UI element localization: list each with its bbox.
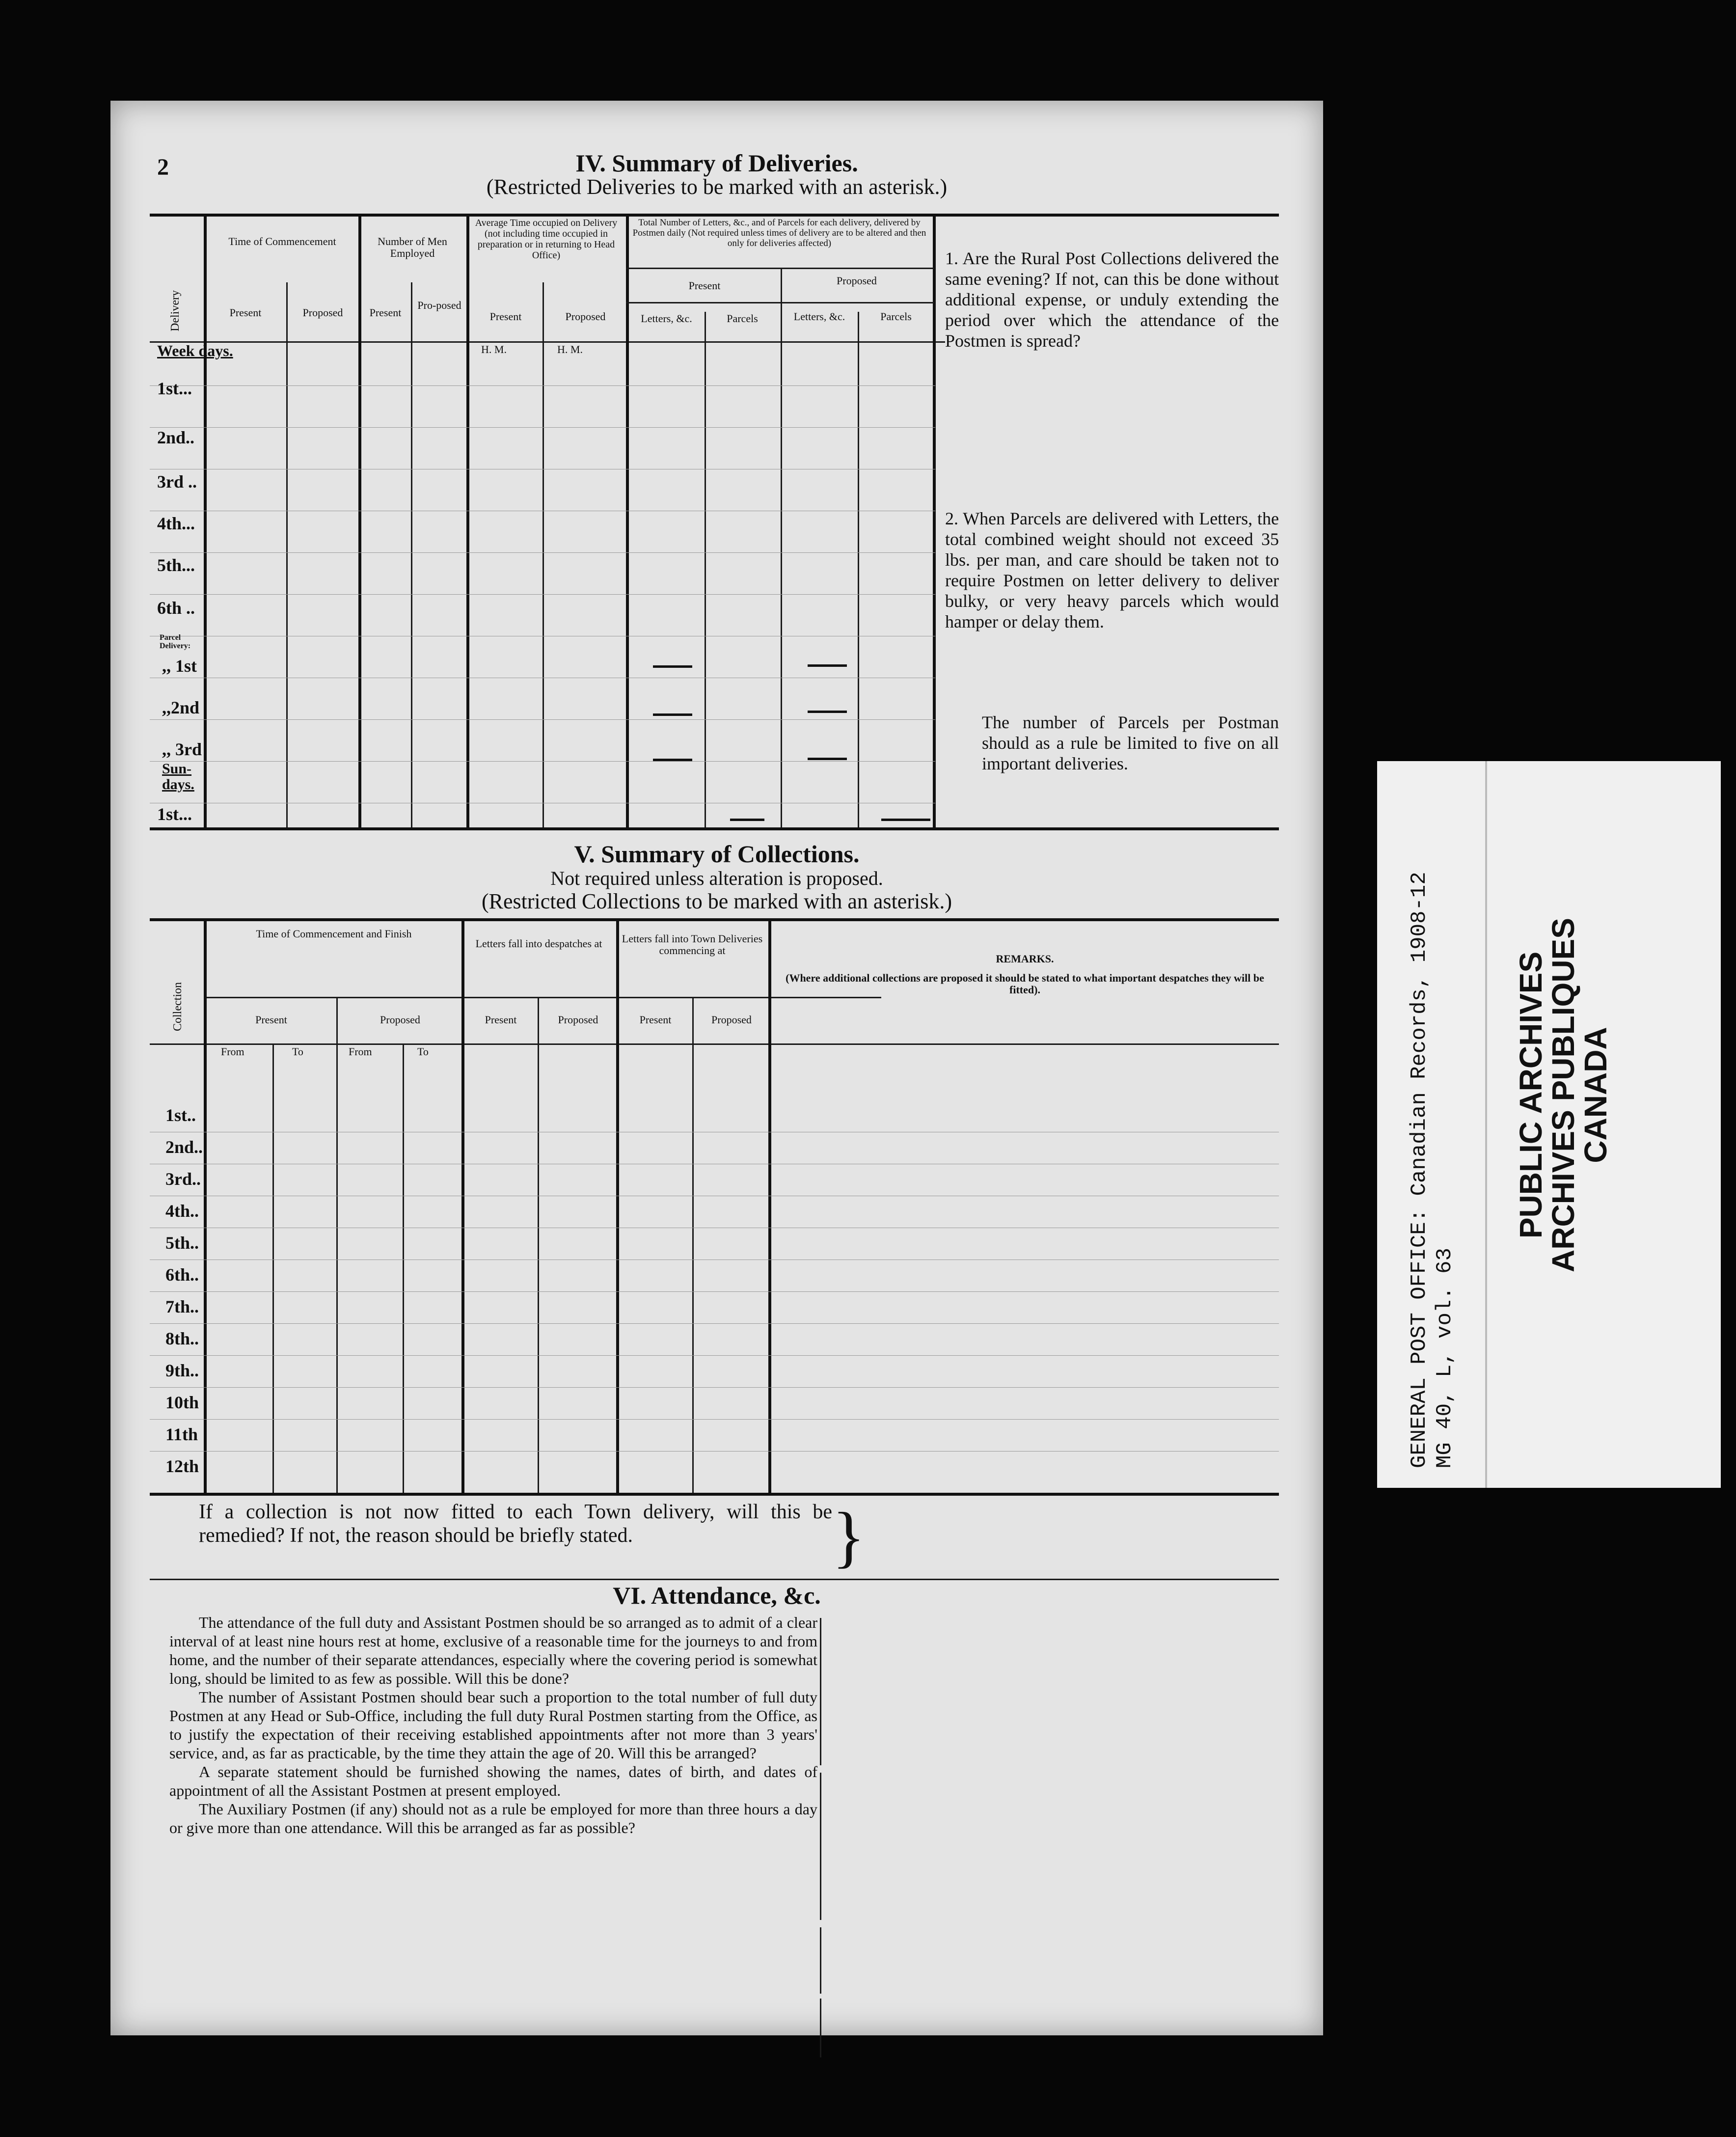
- note-rural-collections: 1. Are the Rural Post Collections delivered the same evening? If not, can this be done without additional expense, or unduly extending the period over which the attendance of the Postmen is spread?: [945, 248, 1279, 351]
- collections-header-rule: [150, 1043, 1279, 1045]
- deliveries-header-rule: [150, 341, 945, 343]
- collections-subtitle-2: (Restricted Collections to be marked with an asterisk.): [482, 889, 952, 913]
- coll-row-7: 7th..: [165, 1297, 199, 1316]
- coll-row-2: 2nd..: [165, 1137, 203, 1157]
- total-present-label: Present: [688, 279, 721, 292]
- coll-row-4: 4th..: [165, 1201, 199, 1221]
- col-time-label: Time of Commencement: [228, 235, 336, 247]
- attendance-brace-3: [820, 1927, 821, 1994]
- attendance-brace-1: [820, 1618, 821, 1765]
- men-proposed: Pro-posed: [417, 299, 461, 311]
- v-total-c: [858, 312, 859, 827]
- coll-desp-proposed: Proposed: [558, 1014, 598, 1026]
- v-men-mid: [411, 282, 412, 827]
- hm-proposed: H. M.: [557, 343, 583, 356]
- coll-town-proposed: Proposed: [711, 1014, 752, 1026]
- coll-row-10: 10th: [165, 1393, 199, 1412]
- letters-present: Letters, &c.: [641, 312, 692, 325]
- note-parcels-weight: 2. When Parcels are delivered with Letters, the total combined weight should not exceed 35 lbs. per man, and care should be taken not to require Postmen on letter delivery to deliver bulky, or very heavy parcels which would hamper or delay them.: [945, 509, 1279, 631]
- deliveries-bottom-rule: [150, 827, 1279, 830]
- cv-h: [768, 918, 771, 1493]
- avg-proposed: Proposed: [565, 310, 606, 323]
- week-days-label: Week days.: [157, 342, 233, 359]
- cv-collection: [204, 918, 207, 1493]
- v-total-a: [705, 312, 706, 827]
- col-avg-label: Average Time occupied on Delivery (not including time occupied in preparation or in returning to Head Office): [475, 218, 618, 261]
- v-men: [358, 214, 361, 827]
- attendance-p4: The Auxiliary Postmen (if any) should not as a rule be employed for more than three hours a day or give more than one attendance. Will this be arranged as far as possible?: [169, 1800, 817, 1836]
- v-total-b: [781, 268, 782, 827]
- cv-f: [616, 918, 619, 1493]
- time-proposed: Proposed: [302, 306, 343, 319]
- v-avg: [466, 214, 469, 827]
- archive-stamp: [1515, 874, 1612, 1316]
- collections-bottom-rule: [150, 1493, 1279, 1496]
- del-row-1: 1st...: [157, 379, 192, 398]
- coll-row-1: 1st..: [165, 1105, 196, 1125]
- remarks-title: REMARKS.: [996, 953, 1054, 965]
- stamp-line-3: CANADA: [1578, 1027, 1613, 1163]
- attendance-p1: The attendance of the full duty and Assistant Postmen should be so arranged as to admit of a clear interval of at least nine hours rest at home, exclusive of a reasonable time for the journeys to and from home, and the number of their separate attendances, especially where the covering period is somewhat long, should be limited to as few as possible. Will this be done?: [169, 1614, 817, 1687]
- del-row-4: 4th...: [157, 514, 195, 533]
- collection-fitting-question: If a collection is not now fitted to each Town delivery, will this be remedied? If not, the reason should be briefly stated.: [199, 1501, 832, 1547]
- parcel-delivery-label: Parcel Delivery:: [160, 633, 191, 650]
- v-delivery: [204, 214, 207, 827]
- attendance-brace-2: [820, 1773, 821, 1920]
- attendance-paragraphs: [169, 1613, 817, 1837]
- time-present: Present: [229, 306, 262, 319]
- parcels-present: Parcels: [727, 312, 758, 325]
- v-avg-mid: [542, 282, 544, 827]
- sun-days-label: Sun-days.: [162, 761, 194, 793]
- h-total-sub: [626, 268, 934, 269]
- page-number: 2: [157, 154, 169, 180]
- del-row-6: 6th ..: [157, 598, 195, 618]
- col-delivery-label: Delivery: [169, 290, 182, 331]
- to-present: To: [292, 1045, 303, 1058]
- attendance-title: VI. Attendance, &c.: [613, 1582, 821, 1609]
- total-proposed-label: Proposed: [837, 274, 877, 287]
- coll-row-11: 11th: [165, 1425, 198, 1444]
- col-commence-finish: Time of Commencement and Finish: [256, 928, 412, 940]
- cv-b: [336, 997, 338, 1493]
- archive-reference: [1407, 872, 1458, 1468]
- cv-d: [461, 918, 464, 1493]
- coll-row-5: 5th..: [165, 1233, 199, 1253]
- coll-desp-present: Present: [485, 1014, 517, 1026]
- parcels-proposed: Parcels: [880, 310, 912, 323]
- avg-present: Present: [489, 310, 522, 323]
- form-page: [110, 101, 1323, 2035]
- del-row-2: 2nd..: [157, 428, 195, 447]
- del-row-p1: ,, 1st: [162, 656, 197, 676]
- v-total: [626, 214, 629, 827]
- collections-title: V. Summary of Collections.: [574, 840, 860, 868]
- del-row-p3: ,, 3rd: [162, 740, 202, 759]
- deliveries-subtitle: (Restricted Deliveries to be marked with an asterisk.): [486, 175, 948, 199]
- collections-top-rule: [150, 918, 1279, 921]
- attendance-rule: [150, 1579, 1279, 1580]
- question-brace: }: [832, 1499, 866, 1575]
- hm-present: H. M.: [481, 343, 507, 356]
- v-notes: [933, 214, 936, 827]
- attendance-brace-4: [820, 1999, 821, 2057]
- coll-row-8: 8th..: [165, 1329, 199, 1348]
- collections-subtitle-1: Not required unless alteration is proposed.: [550, 867, 883, 889]
- note-parcels-limit: The number of Parcels per Postman should as a rule be limited to five on all important deliveries.: [982, 712, 1279, 773]
- del-row-p2: ,,2nd: [162, 698, 200, 717]
- del-row-s1: 1st...: [157, 804, 192, 824]
- h-total-sub2: [626, 302, 934, 303]
- col-total-label: Total Number of Letters, &c., and of Parcels for each delivery, delivered by Postmen daily (Not required unless times of delivery are to be altered and then only for deliveries affected): [632, 218, 926, 248]
- men-present: Present: [369, 306, 402, 319]
- cv-c: [403, 1043, 404, 1493]
- cv-g: [692, 997, 694, 1493]
- coll-row-3: 3rd..: [165, 1169, 201, 1189]
- coll-time-proposed: Proposed: [380, 1014, 420, 1026]
- col-town: Letters fall into Town Deliveries commencing at: [622, 932, 763, 957]
- stamp-line-1: PUBLIC ARCHIVES: [1513, 951, 1548, 1239]
- coll-row-6: 6th..: [165, 1265, 199, 1285]
- coll-town-present: Present: [639, 1014, 672, 1026]
- deliveries-title: IV. Summary of Deliveries.: [575, 149, 858, 177]
- attendance-p3: A separate statement should be furnished showing the names, dates of birth, and dates of appointment of all the Assistant Postmen at present employed.: [169, 1763, 817, 1799]
- letters-proposed: Letters, &c.: [793, 310, 845, 323]
- v-time-mid: [286, 282, 288, 827]
- cv-e: [538, 997, 539, 1493]
- col-men-label: Number of Men Employed: [378, 235, 447, 259]
- collections-sub-rule: [204, 997, 881, 998]
- archive-line-2: MG 40, L, vol. 63: [1433, 1248, 1457, 1468]
- deliveries-top-rule: [150, 214, 1279, 217]
- del-row-5: 5th...: [157, 555, 195, 575]
- from-proposed: From: [349, 1045, 372, 1058]
- coll-row-9: 9th..: [165, 1361, 199, 1380]
- del-row-3: 3rd ..: [157, 472, 197, 492]
- col-collection-label: Collection: [171, 982, 184, 1031]
- from-present: From: [221, 1045, 244, 1058]
- attendance-p2: The number of Assistant Postmen should bear such a proportion to the total number of full duty Postmen at any Head or Sub-Office, including the full duty Rural Postmen starting from the Office, as to justify the expectation of their receiving established appointments after not more than 3 years' service, and, as far as practicable, by the time they attain the age of 20. Will this be arranged?: [169, 1688, 817, 1762]
- stamp-line-2: ARCHIVES PUBLIQUES: [1546, 918, 1581, 1272]
- cv-a: [272, 1043, 274, 1493]
- coll-row-12: 12th: [165, 1456, 199, 1476]
- archive-line-1: GENERAL POST OFFICE: Canadian Records, 1908-12: [1407, 872, 1432, 1468]
- to-proposed: To: [417, 1045, 429, 1058]
- coll-time-present: Present: [255, 1014, 287, 1026]
- archive-label: [1377, 761, 1721, 1488]
- label-divider: [1485, 761, 1487, 1488]
- remarks-note: (Where additional collections are proposed it should be stated to what important despatches they will be fitted).: [786, 972, 1264, 996]
- col-despatch: Letters fall into despatches at: [475, 937, 602, 950]
